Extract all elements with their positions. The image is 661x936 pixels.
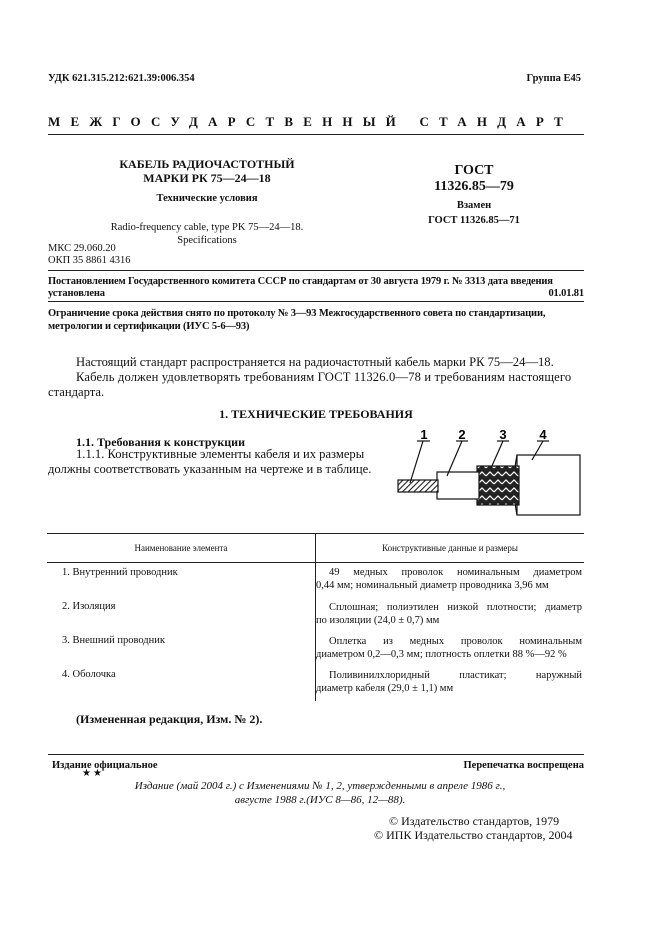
intro bbox=[48, 355, 584, 400]
table-row-4-name: 4. Оболочка bbox=[62, 669, 116, 680]
edition-info bbox=[100, 779, 540, 807]
mks-code: МКС 29.060.20 bbox=[48, 243, 116, 254]
official-edition: Издание официальное bbox=[52, 760, 158, 771]
edition-line-1: Издание (май 2004 г.) с Изменениями № 1, 2, утвержденными в апреле 1986 г., bbox=[134, 780, 506, 792]
table-row-1-data bbox=[316, 566, 582, 592]
subsection-line-1: 1.1.1. Конструктивные элементы кабеля и их размеры bbox=[76, 447, 365, 461]
gost-label: ГОСТ bbox=[454, 163, 494, 178]
decree-date: 01.01.81 bbox=[548, 288, 584, 299]
table-row-1-name: 1. Внутренний проводник bbox=[62, 567, 178, 578]
table-header-name: Наименование элемента bbox=[134, 543, 228, 553]
copyrights bbox=[374, 814, 572, 842]
cable-drawing bbox=[390, 430, 590, 530]
row-2-data-line-1: Сплошная; полиэтилен низкой плотности; диаметр bbox=[329, 602, 582, 613]
standard-banner: МЕЖГОСУДАРСТВЕННЫЙ СТАНДАРТ bbox=[48, 114, 574, 129]
title-line-1: КАБЕЛЬ РАДИОЧАСТОТНЫЙ bbox=[119, 157, 295, 171]
doc-title-en bbox=[108, 221, 306, 247]
sheath-shape bbox=[517, 455, 580, 515]
intro-p1: Настоящий стандарт распространяется на радиочастотный кабель марки РК 75—24—18. bbox=[76, 355, 554, 369]
intro-p2-line1: Кабель должен удовлетворять требованиям ГОСТ 11326.0—78 и требованиям настоящего bbox=[76, 370, 572, 384]
row-2-data-line-2: по изоляции (24,0 ± 0,7) мм bbox=[316, 615, 440, 626]
title-en-line-2: Specifications bbox=[177, 235, 237, 246]
copyright-1979: © Издательство стандартов, 1979 bbox=[389, 814, 560, 828]
row-1-data-line-1: 49 медных проволок номинальным диаметром bbox=[329, 567, 582, 578]
subsection-heading: 1.1. Требования к конструкции bbox=[76, 435, 246, 449]
leader-3 bbox=[491, 441, 503, 468]
doc-title bbox=[108, 157, 306, 185]
copyright-2004: © ИПК Издательство стандартов, 2004 bbox=[374, 828, 573, 842]
limit-text bbox=[48, 307, 584, 333]
braid-shape bbox=[477, 466, 519, 505]
table-header-data: Конструктивные данные и размеры bbox=[382, 543, 518, 553]
conductor-shape bbox=[398, 480, 438, 492]
leader-2 bbox=[447, 441, 462, 476]
edition-line-2: августе 1988 г.(ИУС 8—86, 12—88). bbox=[234, 794, 406, 806]
drawing-label-3: 3 bbox=[499, 430, 507, 442]
table-row-2-name: 2. Изоляция bbox=[62, 601, 116, 612]
row-4-data-line-2: диаметр кабеля (29,0 ± 1,1) мм bbox=[316, 683, 454, 694]
insulation-shape bbox=[437, 472, 479, 499]
udk-code: УДК 621.315.212:621.39:006.354 bbox=[48, 73, 195, 84]
table-row-3-name: 3. Внешний проводник bbox=[62, 635, 165, 646]
intro-p2-line2: стандарта. bbox=[48, 385, 105, 399]
row-3-data-line-1: Оплетка из медных проволок номинальным bbox=[329, 636, 582, 647]
gost-code: 11326.85—79 bbox=[434, 179, 514, 194]
subsection-line-2: должны соответствовать указанным на чертеже и в таблице. bbox=[48, 462, 372, 476]
title-en-line-1: Radio-frequency cable, type PK 75—24—18. bbox=[110, 222, 304, 233]
title-line-2: МАРКИ РК 75—24—18 bbox=[143, 171, 271, 185]
codes-rule bbox=[48, 270, 584, 271]
row-4-data-line-1: Поливинилхлоридный пластикат; наружный bbox=[329, 670, 582, 681]
replaces-label: Взамен bbox=[456, 200, 492, 211]
table-row-2-data bbox=[316, 601, 582, 627]
stars: ★★ bbox=[82, 768, 104, 779]
okp-code: ОКП 35 8861 4316 bbox=[48, 255, 131, 266]
section-heading: 1. ТЕХНИЧЕСКИЕ ТРЕБОВАНИЯ bbox=[219, 407, 413, 421]
row-1-data-line-2: 0,44 мм; номинальный диаметр проводника 3,96 мм bbox=[316, 580, 549, 591]
subsection-text bbox=[48, 447, 374, 477]
decree-text bbox=[48, 276, 584, 300]
replaces-code: ГОСТ 11326.85—71 bbox=[428, 215, 520, 226]
reprint-notice: Перепечатка воспрещена bbox=[463, 760, 584, 771]
table-row-3-data bbox=[316, 635, 582, 661]
limit-line-2: метрологии и сертификации (ИУС 5-6—93) bbox=[48, 321, 250, 332]
drawing-label-1: 1 bbox=[420, 430, 428, 442]
drawing-label-2: 2 bbox=[458, 430, 466, 442]
row-3-data-line-2: диаметром 0,2—0,3 мм; плотность оплетки 88 %—92 % bbox=[316, 649, 567, 660]
leader-1 bbox=[410, 441, 423, 483]
gost-replaces bbox=[410, 198, 538, 228]
header-rule bbox=[48, 134, 584, 135]
classification-codes bbox=[48, 243, 131, 267]
limit-line-1: Ограничение срока действия снято по протоколу № 3—93 Межгосударственного совета по стандартизации, bbox=[48, 308, 546, 319]
decree-rule bbox=[48, 301, 584, 302]
decree-line-1: Постановлением Государственного комитета СССР по стандартам от 30 августа 1979 г. № 3313 дата введения bbox=[48, 276, 553, 287]
drawing-label-4: 4 bbox=[539, 430, 547, 442]
doc-subtitle: Технические условия bbox=[156, 193, 258, 204]
group-code: Группа Е45 bbox=[526, 73, 581, 84]
table-row-4-data bbox=[316, 669, 582, 695]
gost-number bbox=[420, 163, 528, 195]
decree-line-2: установлена bbox=[48, 288, 105, 299]
amendment-note: (Измененная редакция, Изм. № 2). bbox=[76, 712, 263, 726]
footer-rule bbox=[48, 754, 584, 755]
